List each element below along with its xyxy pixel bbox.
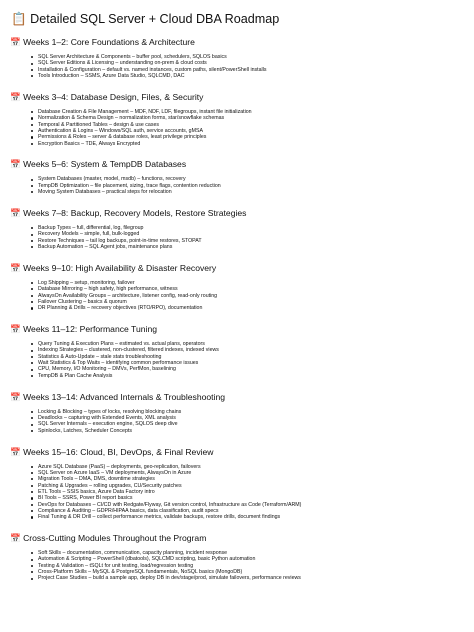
section-heading: 📅 Weeks 15–16: Cloud, BI, DevOps, & Final Review [10, 446, 214, 457]
roadmap-section [8, 263, 466, 312]
section-heading: 📅 Weeks 13–14: Advanced Internals & Troubleshooting [10, 391, 226, 402]
list-item: Database Creation & File Management – MDF, NDF, LDF, filegroups, instant file initialization [38, 109, 466, 115]
list-item: Authentication & Logins – Windows/SQL auth, service accounts, gMSA [38, 128, 466, 134]
list-item: Normalization & Schema Design – normalization forms, star/snowflake schemas [38, 115, 466, 121]
roadmap-section [8, 208, 466, 250]
section-heading: 📅 Cross-Cutting Modules Throughout the Program [10, 533, 207, 544]
list-item: Final Tuning & DR Drill – collect performance metrics, validate backups, restore drills, document findings [38, 514, 466, 520]
list-item: Migration Tools – DMA, DMS, downtime strategies [38, 476, 466, 482]
list-item: Encryption Basics – TDE, Always Encrypted [38, 141, 466, 147]
list-item: SQL Server Editions & Licensing – understanding on-prem & cloud costs [38, 60, 466, 66]
list-item: SQL Server Architecture & Components – buffer pool, schedulers, SQLOS basics [38, 54, 466, 60]
list-item: Database Mirroring – high safety, high performance, witness [38, 286, 466, 292]
list-item: Testing & Validation – tSQLt for unit testing, load/regression testing [38, 563, 466, 569]
list-item: Statistics & Auto-Update – stale stats troubleshooting [38, 354, 466, 360]
roadmap-section [8, 37, 466, 79]
section-heading: 📅 Weeks 1–2: Core Foundations & Architecture [10, 37, 195, 47]
section-item-list [8, 109, 466, 147]
list-item: BI Tools – SSRS, Power BI report basics [38, 495, 466, 501]
list-item: Moving System Databases – practical steps for relocation [38, 189, 466, 195]
list-item: Indexing Strategies – clustered, non-clustered, filtered indexes, indexed views [38, 347, 466, 353]
list-item: Permissions & Roles – server & database roles, least privilege principles [38, 134, 466, 140]
list-item: Automation & Scripting – PowerShell (dbatools), SQLCMD scripting, basic Python automation [38, 556, 466, 562]
list-item: ETL Tools – SSIS basics, Azure Data Factory intro [38, 489, 466, 495]
list-item: CPU, Memory, I/O Monitoring – DMVs, PerfMon, baselining [38, 366, 466, 372]
list-item: System Databases (master, model, msdb) – functions, recovery [38, 176, 466, 182]
section-item-list [8, 409, 466, 434]
list-item: Tools Introduction – SSMS, Azure Data Studio, SQLCMD, DAC [38, 73, 466, 79]
list-item: Soft Skills – documentation, communication, capacity planning, incident response [38, 550, 466, 556]
list-item: DR Planning & Drills – recovery objectives (RTO/RPO), documentation [38, 305, 466, 311]
section-item-list [8, 176, 466, 195]
section-heading: 📅 Weeks 7–8: Backup, Recovery Models, Restore Strategies [10, 207, 247, 218]
list-item: DevOps for Databases – CI/CD with Redgate/Flyway, Git version control, Infrastructure as Code (Terraform/ARM) [38, 502, 466, 508]
roadmap-section [8, 533, 466, 582]
list-item: Log Shipping – setup, monitoring, failover [38, 280, 466, 286]
section-heading: 📅 Weeks 3–4: Database Design, Files, & Security [10, 91, 204, 102]
list-item: AlwaysOn Availability Groups – architecture, listener config, read-only routing [38, 293, 466, 299]
list-item: TempDB & Plan Cache Analysis [38, 373, 466, 379]
list-item: SQL Server Internals – execution engine, SQLOS deep dive [38, 421, 466, 427]
list-item: Patching & Upgrades – rolling upgrades, CU/Security patches [38, 483, 466, 489]
roadmap-section [8, 392, 466, 434]
list-item: Query Tuning & Execution Plans – estimated vs. actual plans, operators [38, 341, 466, 347]
list-item: Cross-Platform Skills – MySQL & PostgreSQL fundamentals, NoSQL basics (MongoDB) [38, 569, 466, 575]
sections-container [8, 37, 466, 582]
section-item-list [8, 225, 466, 250]
list-item: Azure SQL Database (PaaS) – deployments, geo-replication, failovers [38, 464, 466, 470]
roadmap-section [8, 447, 466, 521]
list-item: Compliance & Auditing – GDPR/HIPAA basics, data classification, audit specs [38, 508, 466, 514]
roadmap-section [8, 159, 466, 195]
list-item: TempDB Optimization – file placement, sizing, trace flags, contention reduction [38, 183, 466, 189]
document-title: 📋 Detailed SQL Server + Cloud DBA Roadmap [11, 12, 280, 26]
section-item-list [8, 550, 466, 582]
list-item: Restore Techniques – tail log backups, point-in-time restores, STOPAT [38, 238, 466, 244]
list-item: Temporal & Partitioned Tables – design & use cases [38, 122, 466, 128]
list-item: Failover Clustering – basics & quorum [38, 299, 466, 305]
section-item-list [8, 464, 466, 521]
section-heading: 📅 Weeks 9–10: High Availability & Disaster Recovery [10, 262, 217, 273]
list-item: Backup Types – full, differential, log, filegroup [38, 225, 466, 231]
list-item: Project Case Studies – build a sample app, deploy DB in dev/stage/prod, simulate failovers, performance reviews [38, 575, 466, 581]
list-item: Spinlocks, Latches, Scheduler Concepts [38, 428, 466, 434]
roadmap-section [8, 324, 466, 379]
list-item: Deadlocks – capturing with Extended Events, XML analysis [38, 415, 466, 421]
roadmap-section [8, 92, 466, 147]
section-item-list [8, 280, 466, 312]
section-item-list [8, 54, 466, 79]
list-item: Locking & Blocking – types of locks, resolving blocking chains [38, 409, 466, 415]
section-heading: 📅 Weeks 11–12: Performance Tuning [10, 324, 158, 335]
section-heading: 📅 Weeks 5–6: System & TempDB Databases [10, 159, 187, 170]
list-item: Recovery Models – simple, full, bulk-logged [38, 231, 466, 237]
list-item: Wait Statistics & Top Waits – identifying common performance issues [38, 360, 466, 366]
list-item: Installation & Configuration – default vs. named instances, custom paths, silent/PowerShell installs [38, 67, 466, 73]
list-item: Backup Automation – SQL Agent jobs, maintenance plans [38, 244, 466, 250]
list-item: SQL Server on Azure IaaS – VM deployments, AlwaysOn in Azure [38, 470, 466, 476]
section-item-list [8, 341, 466, 379]
